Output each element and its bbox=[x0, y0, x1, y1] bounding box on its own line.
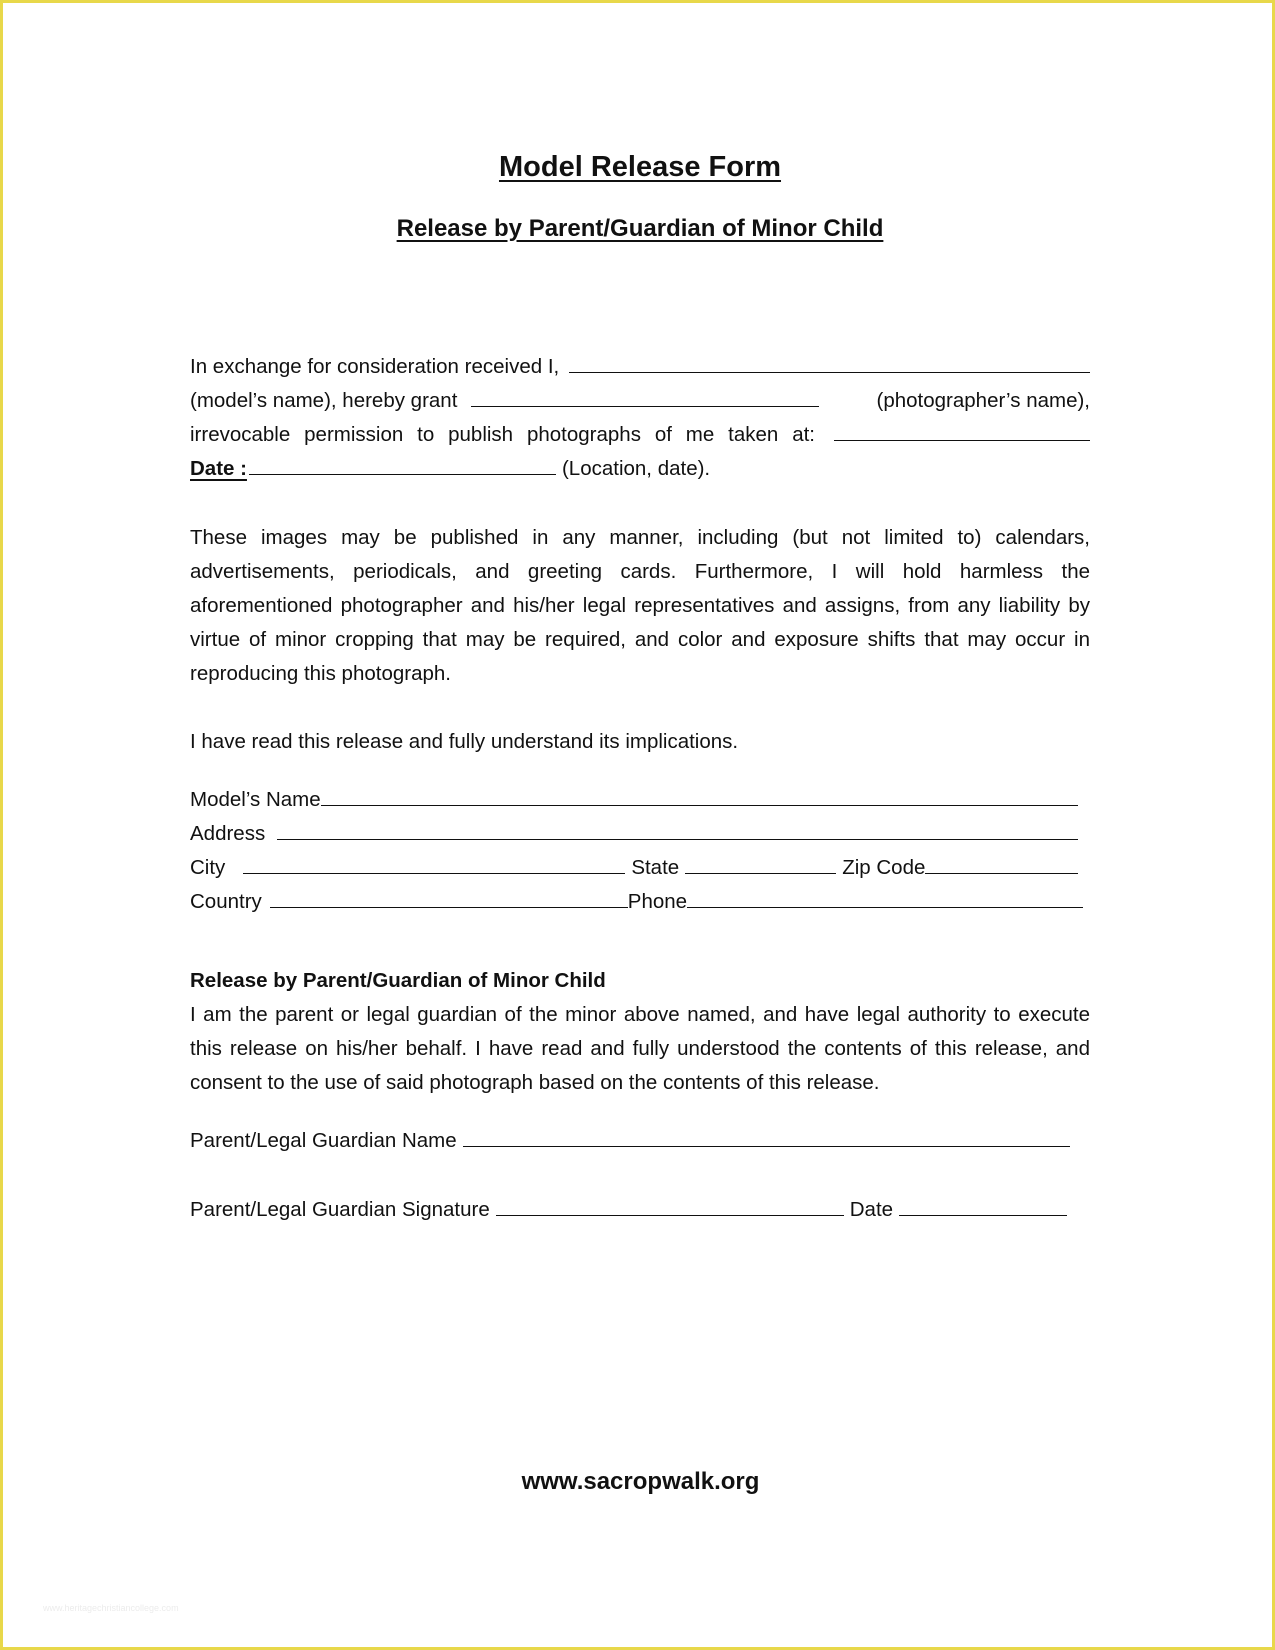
watermark: www.heritagechristiancollege.com bbox=[43, 1603, 179, 1613]
guardian-line: this release on his/her behalf. I have read and fully understood the contents of this release, and bbox=[190, 1037, 1090, 1060]
model-name-label: Model’s Name bbox=[190, 788, 321, 811]
country-field[interactable] bbox=[270, 887, 628, 908]
guardian-line: I am the parent or legal guardian of the minor above named, and have legal authority to execute bbox=[190, 1003, 1090, 1026]
city-row bbox=[190, 853, 1078, 883]
date-label: Date : bbox=[190, 457, 247, 480]
guardian-name-row bbox=[190, 1126, 1070, 1156]
city-field[interactable] bbox=[243, 853, 625, 874]
guardian-signature-field[interactable] bbox=[496, 1195, 844, 1216]
location-blank[interactable] bbox=[834, 420, 1090, 441]
date-blank[interactable] bbox=[249, 454, 556, 475]
model-name-row bbox=[190, 785, 1078, 815]
acknowledgement-text: I have read this release and fully understand its implications. bbox=[190, 730, 739, 753]
country-row bbox=[190, 887, 1083, 917]
address-row bbox=[190, 819, 1078, 849]
guardian-heading: Release by Parent/Guardian of Minor Child bbox=[190, 969, 606, 992]
body-line: virtue of minor cropping that may be required, and color and exposure shifts that may occur in bbox=[190, 628, 1090, 651]
zip-label: Zip Code bbox=[842, 856, 926, 879]
zip-field[interactable] bbox=[925, 853, 1078, 874]
photographer-name-blank[interactable] bbox=[471, 386, 819, 407]
intro-line-2 bbox=[190, 386, 1090, 416]
address-label: Address bbox=[190, 822, 266, 845]
intro-line-1 bbox=[190, 352, 1090, 382]
guardian-date-field[interactable] bbox=[899, 1195, 1067, 1216]
body-line: advertisements, periodicals, and greeting cards. Furthermore, I will hold harmless the bbox=[190, 560, 1090, 583]
intro-text-2b: (photographer’s name), bbox=[876, 389, 1090, 412]
phone-label: Phone bbox=[627, 890, 688, 913]
address-field[interactable] bbox=[277, 819, 1078, 840]
intro-text-1: In exchange for consideration received I, bbox=[190, 355, 560, 378]
guardian-name-field[interactable] bbox=[463, 1126, 1070, 1147]
model-name-field[interactable] bbox=[321, 785, 1078, 806]
country-label: Country bbox=[190, 890, 262, 913]
phone-field[interactable] bbox=[687, 887, 1083, 908]
state-label: State bbox=[631, 856, 680, 879]
intro-line-3 bbox=[190, 420, 1090, 450]
intro-text-2a: (model’s name), hereby grant bbox=[190, 389, 458, 412]
guardian-date-label: Date bbox=[849, 1198, 894, 1221]
page-title: Model Release Form bbox=[498, 151, 782, 183]
guardian-name-label: Parent/Legal Guardian Name bbox=[190, 1129, 457, 1152]
state-field[interactable] bbox=[685, 853, 836, 874]
guardian-signature-row bbox=[190, 1195, 1067, 1225]
intro-line-4 bbox=[190, 454, 1090, 484]
guardian-signature-label: Parent/Legal Guardian Signature bbox=[190, 1198, 490, 1221]
city-label: City bbox=[190, 856, 226, 879]
body-line: aforementioned photographer and his/her legal representatives and assigns, from any liability by bbox=[190, 594, 1090, 617]
model-name-blank[interactable] bbox=[569, 352, 1090, 373]
footer-url[interactable]: www.sacropwalk.org bbox=[521, 1468, 760, 1495]
intro-text-3: irrevocable permission to publish photographs of me taken at: bbox=[190, 423, 815, 446]
guardian-line: consent to the use of said photograph based on the contents of this release. bbox=[190, 1071, 880, 1094]
body-line: reproducing this photograph. bbox=[190, 662, 451, 685]
body-line: These images may be published in any manner, including (but not limited to) calendars, bbox=[190, 526, 1090, 549]
page-subtitle: Release by Parent/Guardian of Minor Child bbox=[396, 215, 884, 242]
intro-text-4b: (Location, date). bbox=[561, 457, 711, 480]
